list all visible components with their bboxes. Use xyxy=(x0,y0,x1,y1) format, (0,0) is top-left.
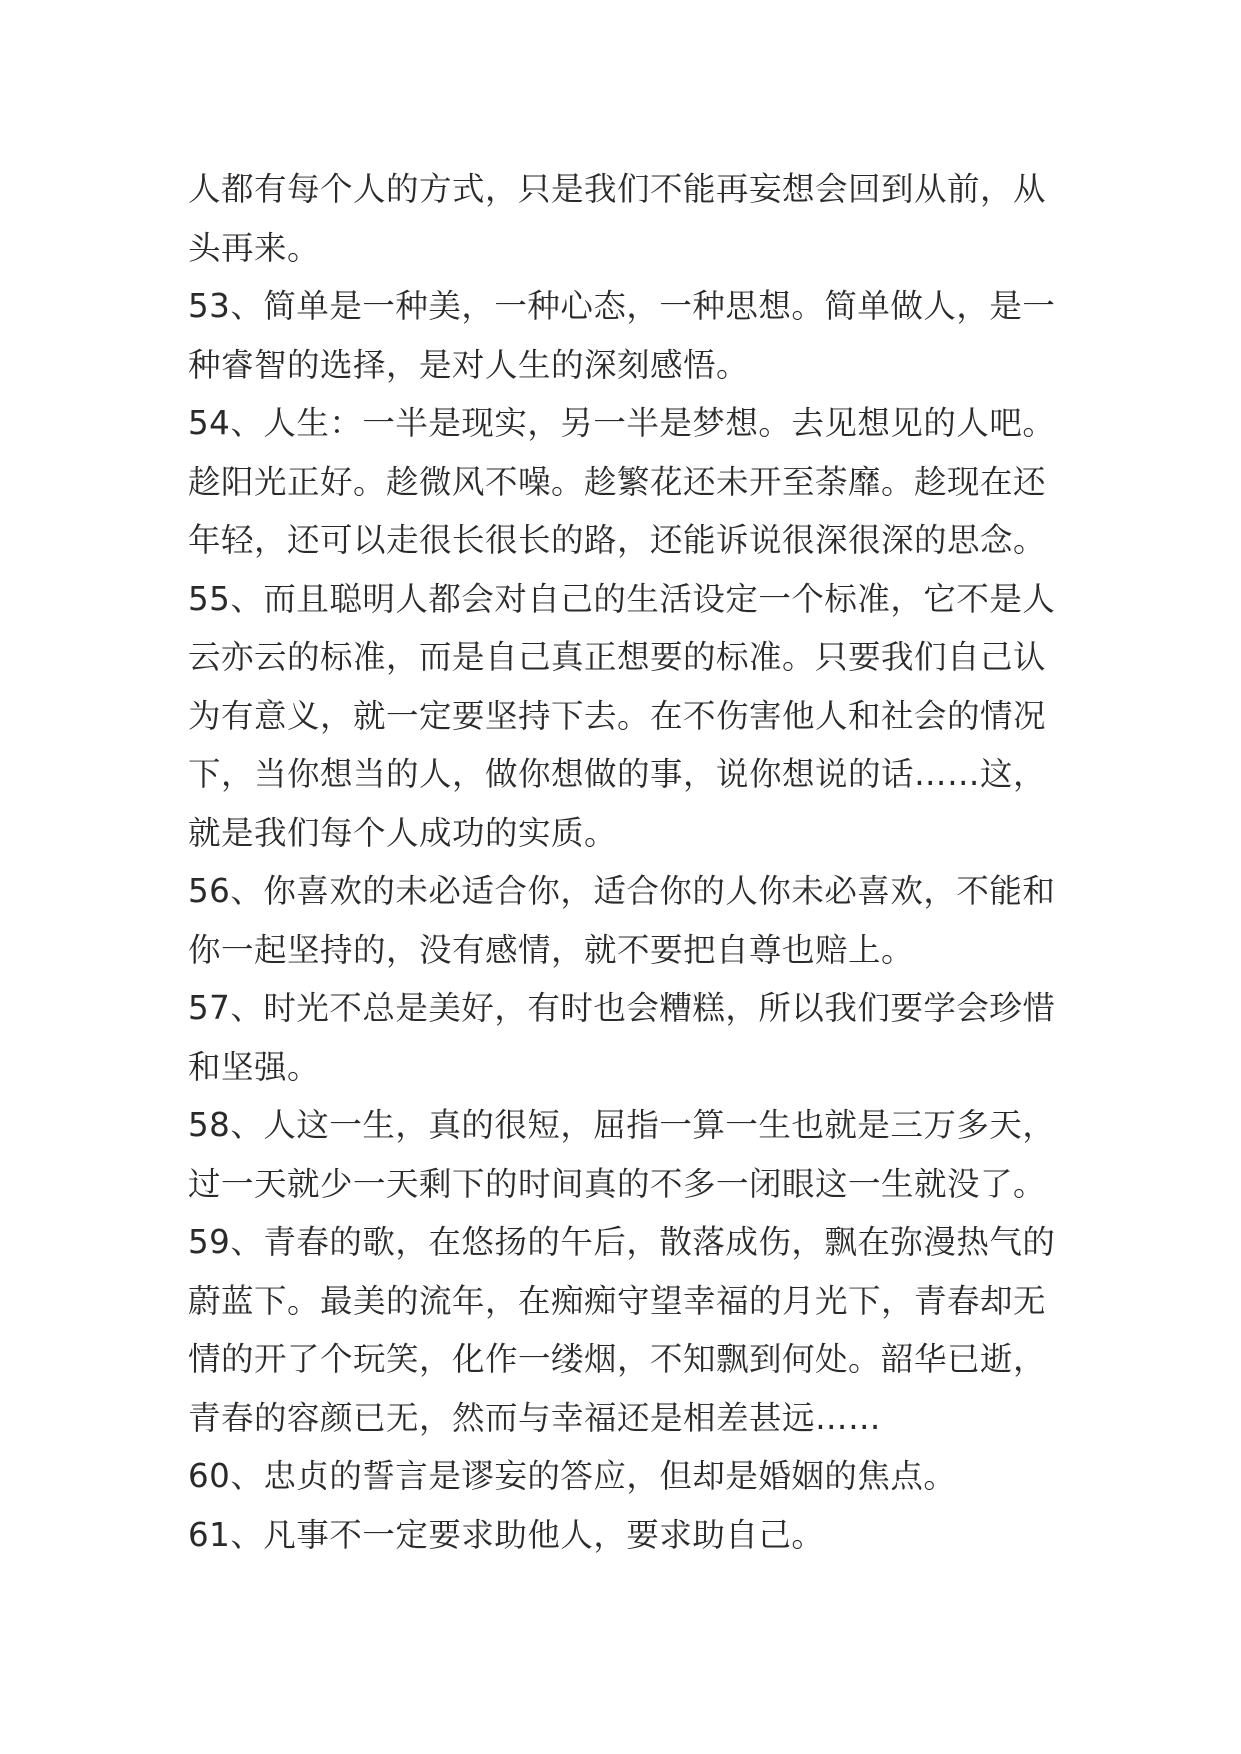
text-line: 青春的容颜已无，然而与幸福还是相差甚远…… xyxy=(188,1398,882,1437)
text-line: 年轻，还可以走很长很长的路，还能诉说很深很深的思念。 xyxy=(188,521,1047,559)
text-line: 54、人生：一半是现实，另一半是梦想。去见想见的人吧。 xyxy=(188,404,1056,442)
text-line: 下，当你想当的人，做你想做的事，说你想说的话……这， xyxy=(188,755,1047,793)
text-line: 情的开了个玩笑，化作一缕烟，不知飘到何处。韶华已逝， xyxy=(188,1340,1047,1378)
text-line: 60、忠贞的誓言是谬妄的答应，但却是婚姻的焦点。 xyxy=(188,1457,957,1495)
text-line: 头再来。 xyxy=(188,228,321,267)
text-line: 趁阳光正好。趁微风不噪。趁繁花还未开至荼靡。趁现在还 xyxy=(188,462,1047,501)
text-line: 61、凡事不一定要求助他人，要求助自己。 xyxy=(188,1515,825,1554)
document-body xyxy=(188,160,1068,1564)
text-line: 人都有每个人的方式，只是我们不能再妄想会回到从前，从 xyxy=(188,170,1047,208)
text-line: 云亦云的标准，而是自己真正想要的标准。只要我们自己认 xyxy=(188,638,1047,676)
text-line: 蔚蓝下。最美的流年，在痴痴守望幸福的月光下，青春却无 xyxy=(188,1281,1047,1320)
text-line: 过一天就少一天剩下的时间真的不多一闭眼这一生就没了。 xyxy=(188,1164,1047,1203)
text-line: 58、人这一生，真的很短，屈指一算一生也就是三万多天， xyxy=(188,1106,1056,1144)
text-line: 57、时光不总是美好，有时也会糟糕，所以我们要学会珍惜 xyxy=(188,989,1056,1027)
text-line: 为有意义，就一定要坚持下去。在不伤害他人和社会的情况 xyxy=(188,696,1047,735)
text-line: 种睿智的选择，是对人生的深刻感悟。 xyxy=(188,345,750,384)
text-line: 就是我们每个人成功的实质。 xyxy=(188,813,618,852)
text-line: 你一起坚持的，没有感情，就不要把自尊也赔上。 xyxy=(188,930,915,969)
text-line: 和坚强。 xyxy=(188,1047,321,1086)
text-line: 55、而且聪明人都会对自己的生活设定一个标准，它不是人 xyxy=(188,579,1056,618)
text-line: 53、简单是一种美，一种心态，一种思想。简单做人，是一 xyxy=(188,287,1056,325)
text-line: 59、青春的歌，在悠扬的午后，散落成伤，飘在弥漫热气的 xyxy=(188,1223,1056,1261)
text-line: 56、你喜欢的未必适合你，适合你的人你未必喜欢，不能和 xyxy=(188,872,1056,910)
